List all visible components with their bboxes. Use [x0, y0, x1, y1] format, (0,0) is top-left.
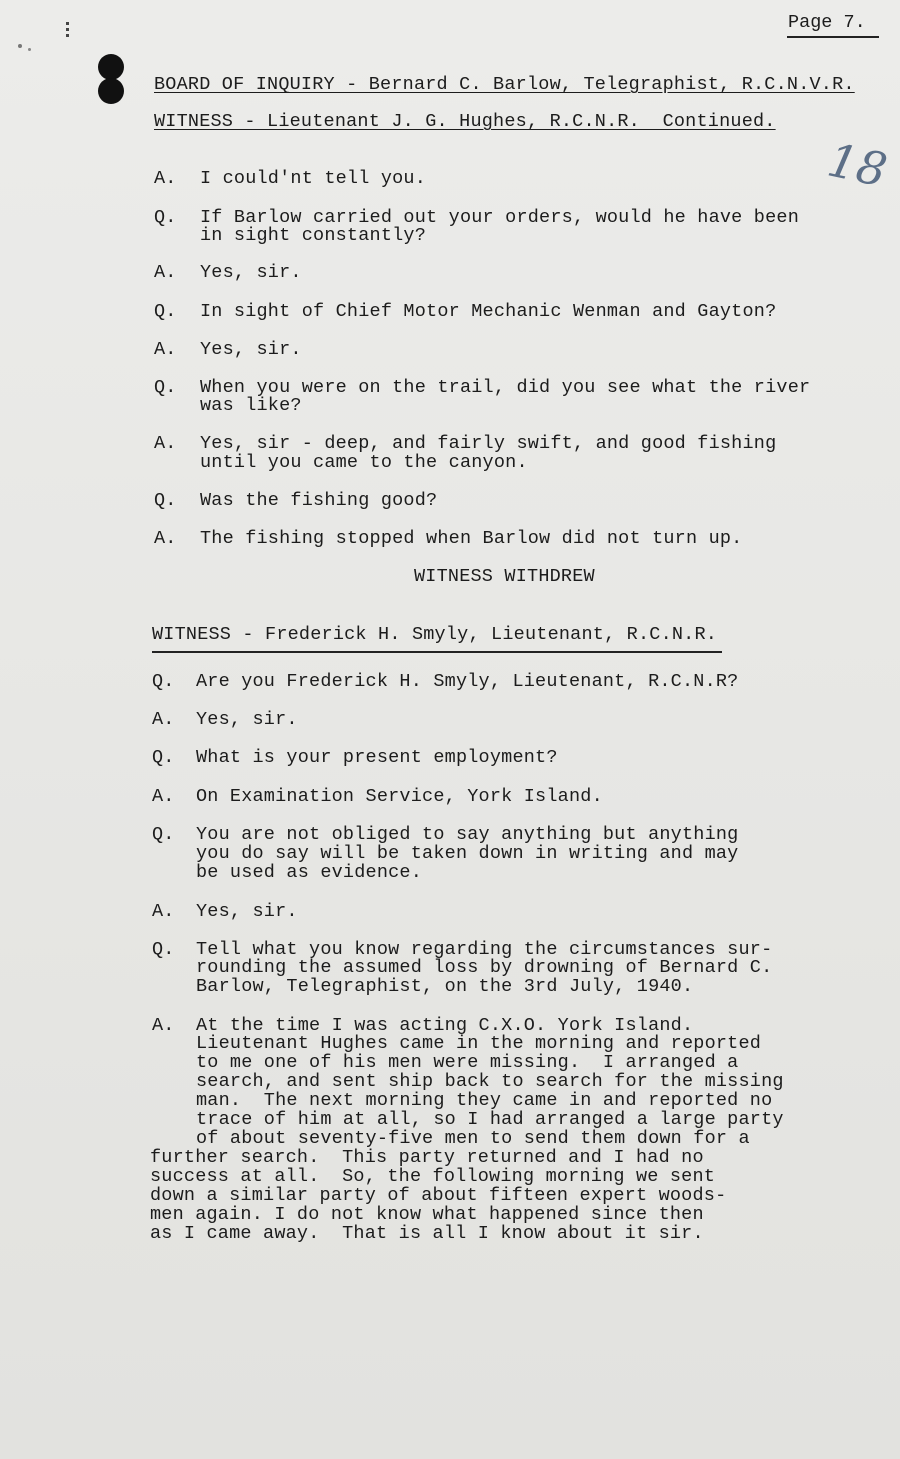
qa-label: A.	[152, 901, 175, 922]
qa-label: Q.	[152, 671, 175, 692]
qa-label: A.	[154, 168, 177, 189]
qa-label: Q.	[154, 490, 177, 511]
answer-continuation: men again. I do not know what happened since then	[150, 1204, 704, 1225]
qa-text: I could'nt tell you.	[200, 168, 427, 189]
qa-text: trace of him at all, so I had arranged a large party	[196, 1109, 784, 1130]
page-number: Page 7.	[788, 12, 866, 33]
qa-text: The fishing stopped when Barlow did not turn up.	[200, 528, 743, 549]
qa-text: Tell what you know regarding the circumstances sur-	[196, 939, 773, 960]
board-heading: BOARD OF INQUIRY - Bernard C. Barlow, Telegraphist, R.C.N.V.R.	[154, 74, 855, 95]
witness-heading: WITNESS - Lieutenant J. G. Hughes, R.C.N.R. Continued.	[154, 111, 776, 132]
page-number-underline	[787, 36, 879, 38]
qa-label: A.	[154, 262, 177, 283]
qa-label: A.	[154, 339, 177, 360]
qa-label: Q.	[152, 939, 175, 960]
heading-rule	[152, 651, 722, 653]
answer-continuation: success at all. So, the following morning we sent	[150, 1166, 716, 1187]
qa-text: Yes, sir.	[200, 339, 302, 360]
qa-text: of about seventy-five men to send them down for a	[196, 1128, 750, 1149]
qa-text: Yes, sir.	[200, 262, 302, 283]
qa-label: Q.	[154, 207, 177, 228]
qa-text: Yes, sir.	[196, 901, 298, 922]
qa-text: until you came to the canyon.	[200, 452, 528, 473]
qa-text: was like?	[200, 395, 302, 416]
answer-continuation: further search. This party returned and I had no	[150, 1147, 704, 1168]
qa-label: A.	[154, 528, 177, 549]
margin-note: 18	[823, 132, 892, 198]
qa-text: In sight of Chief Motor Mechanic Wenman and Gayton?	[200, 301, 777, 322]
qa-label: A.	[152, 1015, 175, 1036]
qa-text: Are you Frederick H. Smyly, Lieutenant, R.C.N.R?	[196, 671, 739, 692]
paper-mark	[18, 44, 22, 48]
qa-text: When you were on the trail, did you see what the river	[200, 377, 811, 398]
witness-withdrew: WITNESS WITHDREW	[414, 566, 595, 587]
qa-label: Q.	[154, 301, 177, 322]
qa-label: A.	[154, 433, 177, 454]
qa-text: in sight constantly?	[200, 225, 427, 246]
qa-text: Yes, sir - deep, and fairly swift, and good fishing	[200, 433, 777, 454]
qa-text: rounding the assumed loss by drowning of Bernard C.	[196, 957, 773, 978]
qa-text: Barlow, Telegraphist, on the 3rd July, 1940.	[196, 976, 694, 997]
qa-text: What is your present employment?	[196, 747, 558, 768]
paper-mark	[66, 22, 69, 38]
qa-text: If Barlow carried out your orders, would he have been	[200, 207, 799, 228]
paper-mark	[28, 48, 31, 51]
qa-label: Q.	[152, 747, 175, 768]
qa-text: On Examination Service, York Island.	[196, 786, 603, 807]
qa-label: Q.	[152, 824, 175, 845]
witness-2-heading: WITNESS - Frederick H. Smyly, Lieutenant, R.C.N.R.	[152, 624, 718, 645]
qa-label: Q.	[154, 377, 177, 398]
qa-text: You are not obliged to say anything but anything	[196, 824, 739, 845]
answer-continuation: down a similar party of about fifteen expert woods-	[150, 1185, 727, 1206]
qa-text: Yes, sir.	[196, 709, 298, 730]
qa-text: man. The next morning they came in and reported no	[196, 1090, 773, 1111]
qa-text: to me one of his men were missing. I arranged a	[196, 1052, 739, 1073]
qa-text: Was the fishing good?	[200, 490, 438, 511]
qa-text: At the time I was acting C.X.O. York Island.	[196, 1015, 694, 1036]
qa-label: A.	[152, 709, 175, 730]
punch-hole-icon	[96, 54, 128, 106]
qa-text: Lieutenant Hughes came in the morning and reported	[196, 1033, 762, 1054]
qa-text: you do say will be taken down in writing and may	[196, 843, 739, 864]
qa-text: be used as evidence.	[196, 862, 423, 883]
qa-label: A.	[152, 786, 175, 807]
qa-text: search, and sent ship back to search for the missing	[196, 1071, 784, 1092]
answer-continuation: as I came away. That is all I know about it sir.	[150, 1223, 704, 1244]
